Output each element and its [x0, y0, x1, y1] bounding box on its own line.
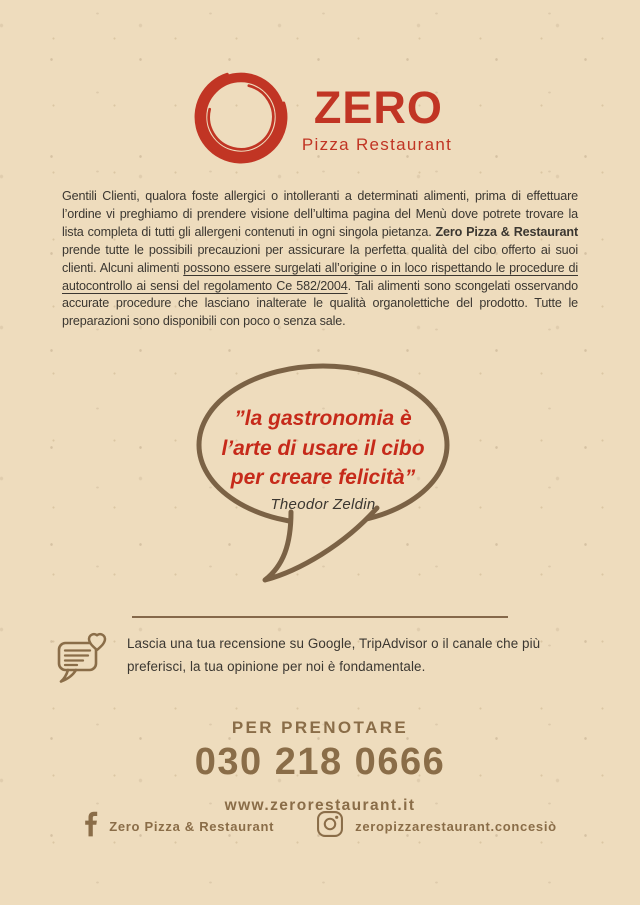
notice-part3: . Tali alimenti sono scongelati osservando accurate procedure che lasciano inalterate le qualità organolettiche del prodotto. Tutte le preparazioni sono disponibili con poco o senza sale. — [62, 278, 578, 329]
quote-bubble — [194, 362, 452, 588]
quote-line-2: l’arte di usare il cibo — [221, 436, 425, 460]
instagram-label: zeropizzarestaurant.concesiò — [355, 819, 557, 834]
notice-part1: Gentili Clienti, qualora foste allergici o intolleranti a determinati alimenti, prima di effettuare l’ordine vi preghiamo di prendere visione dell’ultima pagina del Menù dove potrete trovare la lista completa di tutti gli allergeni contenuti in ogni singola pietanza. — [62, 189, 578, 239]
booking-section — [0, 718, 640, 815]
allergy-notice — [62, 188, 578, 331]
instagram-icon — [316, 810, 344, 843]
chat-heart-icon — [56, 628, 110, 691]
review-line-2: preferisci, la tua opinione per noi è fondamentale. — [127, 659, 426, 674]
phone-number: 030 218 0666 — [194, 741, 446, 783]
notice-underlined: possono essere surgelati all’origine o in loco rispettando le procedure di autocontrollo ai sensi del regolamento Ce 582/2004 — [62, 260, 578, 293]
review-line-1: Lascia una tua recensione su Google, TripAdvisor o il canale che più — [127, 636, 541, 651]
booking-heading: PER PRENOTARE — [231, 718, 409, 737]
facebook-icon — [83, 811, 98, 842]
quote-attribution: Theodor Zeldin — [270, 495, 376, 513]
website-url: www.zerorestaurant.it — [224, 797, 416, 814]
logo — [0, 64, 640, 175]
facebook-label: Zero Pizza & Restaurant — [109, 819, 275, 834]
quote-line-1: ”la gastronomia è — [234, 407, 412, 430]
notice-part2: prende tutte le possibili precauzioni per assicurare la perfetta qualità del cibo offerto ai suoi clienti. Alcuni alimenti — [62, 242, 578, 275]
logo-name: ZERO — [313, 81, 443, 133]
logo-subtitle: Pizza Restaurant — [301, 135, 453, 155]
social-section — [0, 810, 640, 843]
review-section — [56, 628, 540, 691]
instagram-item — [316, 810, 557, 843]
brush-circle-icon — [188, 64, 294, 175]
review-text — [127, 628, 540, 678]
quote-text — [174, 404, 472, 513]
quote-line-3: per creare felicità” — [230, 466, 416, 489]
logo-text — [301, 81, 453, 155]
notice-brand-bold: Zero Pizza & Restaurant — [435, 224, 578, 239]
facebook-item — [83, 811, 274, 842]
divider-line — [132, 616, 508, 618]
